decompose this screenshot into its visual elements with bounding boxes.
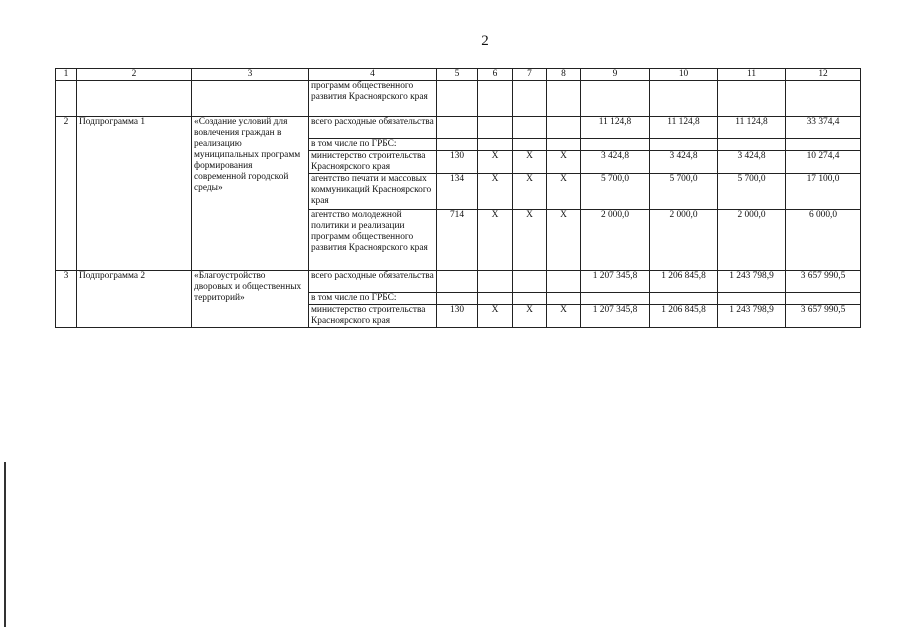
value-cell: 11 124,8 bbox=[650, 117, 718, 139]
mark-cell: Х bbox=[547, 174, 581, 210]
header-cell: 11 bbox=[718, 69, 786, 81]
value-cell: 11 124,8 bbox=[581, 117, 650, 139]
value-cell: 1 243 798,9 bbox=[718, 305, 786, 328]
row-number: 3 bbox=[56, 271, 77, 328]
value-cell: 1 206 845,8 bbox=[650, 271, 718, 293]
value-cell: 1 207 345,8 bbox=[581, 271, 650, 293]
row-number: 2 bbox=[56, 117, 77, 271]
header-cell: 8 bbox=[547, 69, 581, 81]
value-cell: 1 207 345,8 bbox=[581, 305, 650, 328]
value-cell: 6 000,0 bbox=[786, 210, 861, 271]
header-cell: 7 bbox=[513, 69, 547, 81]
scan-edge-line bbox=[4, 462, 6, 627]
value-cell: 2 000,0 bbox=[718, 210, 786, 271]
mark-cell: Х bbox=[478, 305, 513, 328]
value-cell: 2 000,0 bbox=[581, 210, 650, 271]
subprogram-title: «Создание условий для вовлечения граждан в реализацию муниципальных программ формирования современной городской среды» bbox=[192, 117, 309, 271]
value-cell: 5 700,0 bbox=[718, 174, 786, 210]
header-cell: 5 bbox=[437, 69, 478, 81]
recipient-cell: агентство молодежной политики и реализации программ общественного развития Красноярского края bbox=[309, 210, 437, 271]
header-cell: 4 bbox=[309, 69, 437, 81]
page-number: 2 bbox=[481, 33, 489, 49]
code-cell: 714 bbox=[437, 210, 478, 271]
recipient-cell: в том числе по ГРБС: bbox=[309, 293, 437, 305]
header-cell: 9 bbox=[581, 69, 650, 81]
value-cell: 5 700,0 bbox=[650, 174, 718, 210]
value-cell: 2 000,0 bbox=[650, 210, 718, 271]
value-cell: 3 657 990,5 bbox=[786, 305, 861, 328]
table-row bbox=[56, 271, 861, 293]
recipient-cell: министерство строительства Красноярского края bbox=[309, 151, 437, 174]
mark-cell: Х bbox=[547, 151, 581, 174]
value-cell: 5 700,0 bbox=[581, 174, 650, 210]
header-cell: 2 bbox=[77, 69, 192, 81]
mark-cell: Х bbox=[547, 305, 581, 328]
budget-table bbox=[55, 68, 861, 328]
value-cell: 33 374,4 bbox=[786, 117, 861, 139]
mark-cell: Х bbox=[478, 210, 513, 271]
value-cell: 10 274,4 bbox=[786, 151, 861, 174]
subprogram-name: Подпрограмма 2 bbox=[77, 271, 192, 328]
mark-cell: Х bbox=[513, 305, 547, 328]
recipient-cell: всего расходные обязательства bbox=[309, 271, 437, 293]
header-cell: 12 bbox=[786, 69, 861, 81]
value-cell: 11 124,8 bbox=[718, 117, 786, 139]
header-cell: 1 bbox=[56, 69, 77, 81]
value-cell: 1 206 845,8 bbox=[650, 305, 718, 328]
subprogram-name: Подпрограмма 1 bbox=[77, 117, 192, 271]
recipient-cell: министерство строительства Красноярского края bbox=[309, 305, 437, 328]
mark-cell: Х bbox=[513, 174, 547, 210]
value-cell: 17 100,0 bbox=[786, 174, 861, 210]
table-row bbox=[56, 117, 861, 139]
header-cell: 6 bbox=[478, 69, 513, 81]
value-cell: 1 243 798,9 bbox=[718, 271, 786, 293]
code-cell: 130 bbox=[437, 305, 478, 328]
recipient-cell: программ общественного развития Красноярского края bbox=[309, 81, 437, 117]
header-row bbox=[56, 69, 861, 81]
mark-cell: Х bbox=[513, 210, 547, 271]
recipient-cell: всего расходные обязательства bbox=[309, 117, 437, 139]
recipient-cell: в том числе по ГРБС: bbox=[309, 139, 437, 151]
mark-cell: Х bbox=[478, 174, 513, 210]
mark-cell: Х bbox=[513, 151, 547, 174]
value-cell: 3 424,8 bbox=[650, 151, 718, 174]
value-cell: 3 424,8 bbox=[718, 151, 786, 174]
mark-cell: Х bbox=[547, 210, 581, 271]
subprogram-title: «Благоустройство дворовых и общественных территорий» bbox=[192, 271, 309, 328]
header-cell: 3 bbox=[192, 69, 309, 81]
value-cell: 3 657 990,5 bbox=[786, 271, 861, 293]
code-cell: 130 bbox=[437, 151, 478, 174]
recipient-cell: агентство печати и массовых коммуникаций Красноярского края bbox=[309, 174, 437, 210]
code-cell: 134 bbox=[437, 174, 478, 210]
header-cell: 10 bbox=[650, 69, 718, 81]
mark-cell: Х bbox=[478, 151, 513, 174]
table-row bbox=[56, 81, 861, 117]
value-cell: 3 424,8 bbox=[581, 151, 650, 174]
